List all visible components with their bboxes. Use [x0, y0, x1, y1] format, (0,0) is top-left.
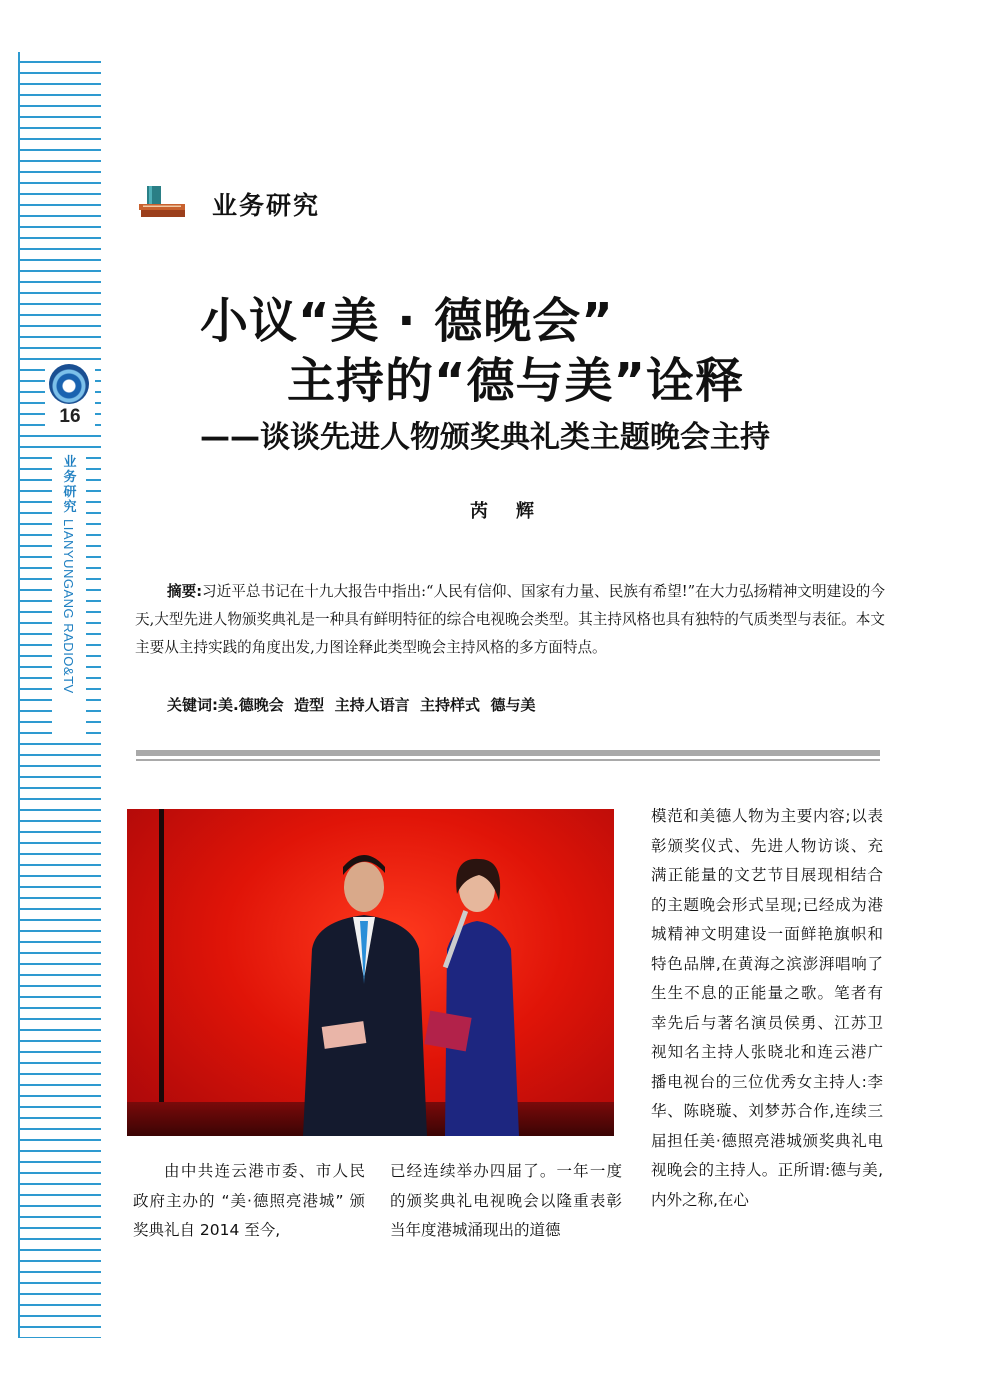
- divider-thin: [136, 759, 880, 761]
- article-title-line1: 小议“美 · 德晚会”: [200, 293, 614, 349]
- body-column-3: [651, 802, 883, 1215]
- logo-ring-icon: [49, 364, 89, 404]
- body-paragraph: 模范和美德人物为主要内容;以表彰颁奖仪式、先进人物访谈、充满正能量的文艺节目展现相结合的主题晚会形式呈现;已经成为港城精神文明建设一面鲜艳旗帜和特色品牌,在黄海之滨澎湃唱响了生生不息的正能量之歌。笔者有幸先后与著名演员侯勇、江苏卫视知名主持人张晓北和连云港广播电视台的三位优秀女主持人:李华、陈晓璇、刘梦苏合作,连续三届担任美·德照亮港城颁奖典礼电视晚会的主持人。正所谓:德与美,内外之称,在心: [651, 807, 883, 1209]
- body-paragraph: 已经连续举办四届了。一年一度的颁奖典礼电视晚会以隆重表彰当年度港城涌现出的道德: [390, 1162, 622, 1239]
- keywords: [167, 694, 535, 715]
- page-number-badge: [45, 360, 95, 432]
- sidebar-section-en: LIANYUNGANG RADIO&TV: [61, 519, 76, 694]
- section-title: 业务研究: [212, 191, 321, 220]
- divider-thick: [136, 750, 880, 756]
- keywords-text: 美.德晚会 造型 主持人语言 主持样式 德与美: [218, 696, 536, 714]
- hosts-photo: [127, 809, 614, 1136]
- page-number: 16: [59, 406, 81, 427]
- hosts-figures: [127, 809, 614, 1136]
- books-icon: [139, 184, 187, 218]
- body-paragraph: 由中共连云港市委、市人民政府主办的 “美·德照亮港城” 颁奖典礼自 2014 至今,: [133, 1162, 365, 1239]
- body-column-1: [133, 1157, 365, 1246]
- keywords-label: 关键词:: [167, 696, 218, 714]
- article-author: 芮辉: [470, 501, 562, 522]
- article-title-line2: 主持的“德与美”诠释: [287, 353, 745, 409]
- body-column-2: [390, 1157, 622, 1246]
- abstract: [135, 578, 885, 662]
- sidebar-section-cn: 业务研究: [63, 455, 77, 515]
- sidebar-running-head: [52, 455, 86, 735]
- abstract-text: 习近平总书记在十九大报告中指出:“人民有信仰、国家有力量、民族有希望!”在大力弘扬精神文明建设的今天,大型先进人物颁奖典礼是一种具有鲜明特征的综合电视晚会类型。其主持风格也具有独特的气质类型与表征。本文主要从主持实践的角度出发,力图诠释此类型晚会主持风格的多方面特点。: [135, 583, 885, 656]
- article-subtitle: ——谈谈先进人物颁奖典礼类主题晚会主持: [200, 420, 770, 455]
- abstract-label: 摘要:: [167, 583, 203, 600]
